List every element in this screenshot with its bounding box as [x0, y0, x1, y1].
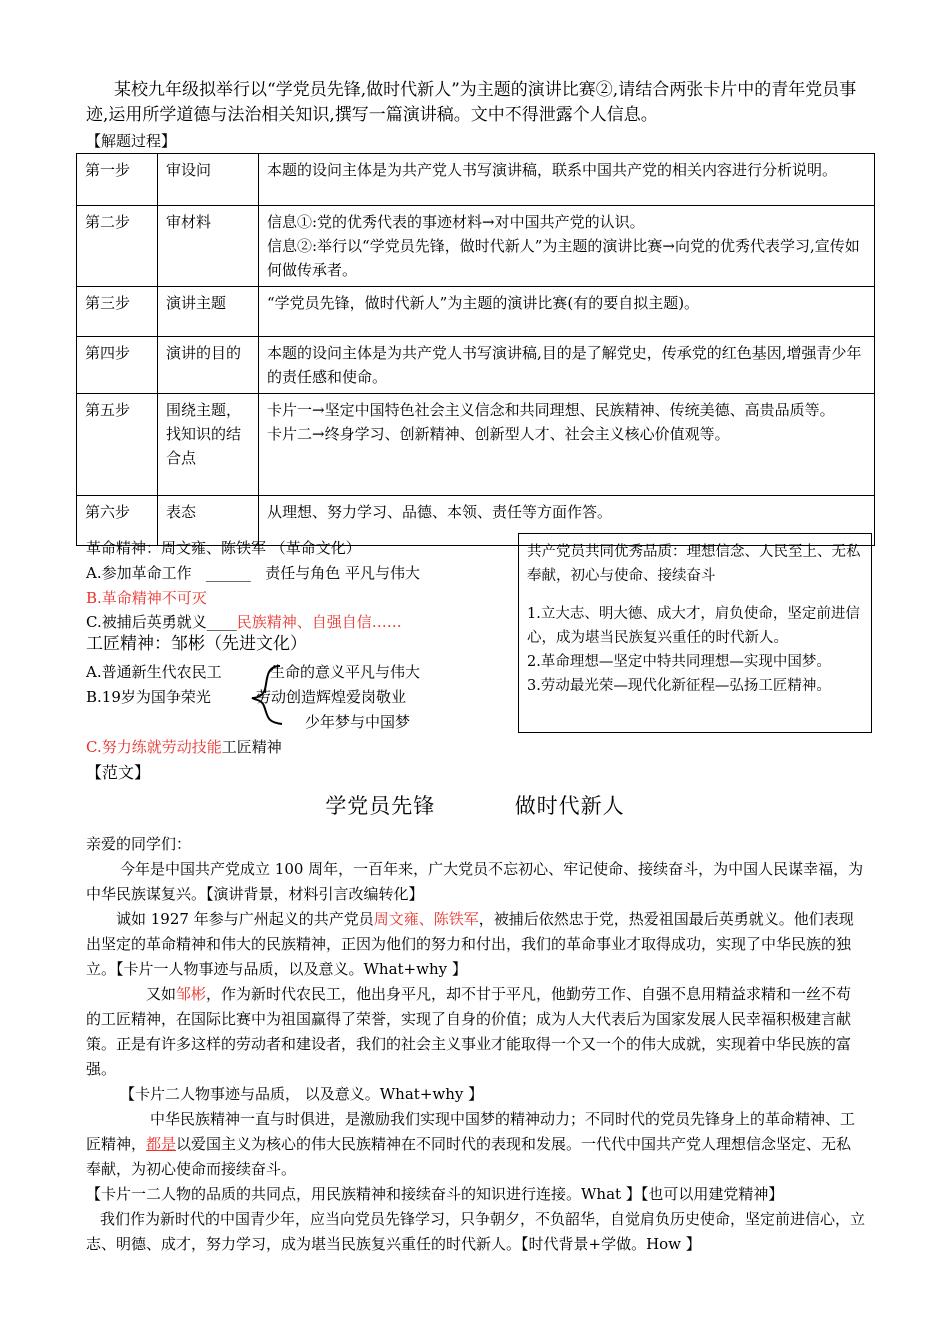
revolution-c-blank: ____	[206, 613, 237, 631]
craftsman-b-tail2: 少年梦与中国梦	[305, 713, 411, 731]
step-name: 审材料	[158, 206, 259, 287]
revolution-a-tail: 责任与角色 平凡与伟大	[265, 564, 421, 582]
step-content-line: 本题的设问主体是为共产党人书写演讲稿,目的是了解党史，传承党的红色基因,增强青少年的责任感和使命。	[267, 344, 862, 386]
qualities-box	[518, 533, 872, 733]
step-row	[77, 394, 875, 496]
craftsman-c-red: C.努力练就劳动技能	[86, 738, 222, 756]
step-content-line: “学党员先锋，做时代新人”为主题的演讲比赛(有的要自拟主题)。	[267, 294, 700, 312]
essay-p2-highlight: 周文雍、陈铁军	[373, 910, 479, 928]
step-content-line: 卡片一→坚定中国特色社会主义信念和共同理想、民族精神、传统美德、高贵品质等。	[267, 401, 835, 419]
step-content-line: 本题的设问主体是为共产党人书写演讲稿，联系中国共产党的相关内容进行分析说明。	[267, 161, 838, 179]
essay-title-part-1: 学党员先锋	[325, 794, 436, 818]
step-name: 演讲主题	[158, 287, 259, 337]
essay-p4-highlight: 都是	[146, 1135, 177, 1153]
essay-p4-note: 【卡片一二人物的品质的共同点，用民族精神和接续奋斗的知识进行连接。What 】【也可以用建党精神】	[86, 1185, 784, 1203]
step-name: 审设问	[158, 154, 259, 206]
essay-title-part-2: 做时代新人	[514, 794, 625, 818]
qualities-item-3: 3.劳动最光荣—现代化新征程—弘扬工匠精神。	[527, 678, 831, 694]
craftsman-b-tail: 劳动创造辉煌爱岗敬业	[256, 688, 407, 706]
essay-p3-note: 【卡片二人物事迹与品质， 以及意义。What+why 】	[120, 1085, 484, 1103]
craftsman-item-b: B.19岁为国争荣光	[86, 688, 211, 706]
step-content	[259, 287, 875, 337]
essay-p3-text-a: 又如	[146, 985, 177, 1003]
revolution-item-a	[86, 561, 420, 585]
revolution-a-text: A.参加革命工作	[86, 564, 192, 582]
step-row	[77, 154, 875, 206]
revolution-c-text: C.被捕后英勇就义	[86, 613, 207, 631]
qualities-summary: 共产党员共同优秀品质：理想信念、人民至上、无私奉献，初心与使命、接续奋斗	[527, 544, 861, 584]
revolution-title: 革命精神：周文雍、陈铁军 （革命文化）	[86, 539, 361, 557]
step-content	[259, 154, 875, 206]
step-number: 第四步	[77, 337, 158, 394]
steps-table	[76, 153, 875, 546]
question-intro: 某校九年级拟举行以“学党员先锋,做时代新人”为主题的演讲比赛②,请结合两张卡片中的青年党员事迹,运用所学道德与法治相关知识,撰写一篇演讲稿。文中不得泄露个人信息。	[86, 80, 857, 125]
essay-p3-highlight: 邹彬	[176, 985, 207, 1003]
revolution-c-tail: 民族精神、自强自信……	[236, 613, 402, 631]
essay-body	[86, 832, 866, 1257]
essay-p4-text-a: 中华民族精神一直与时俱进，是激励我们实现中国梦的精神动力；不同时代的党员先锋身上的革命精神、工匠精神，	[86, 1110, 856, 1153]
essay-p4-text-b: 以爱国主义为核心的伟大民族精神在不同时代的表现和发展。一代代中国共产党人理想信念坚定、无私奉献，为初心使命而接续奋斗。	[86, 1135, 852, 1178]
step-content-line: 卡片二→终身学习、创新精神、创新型人才、社会主义核心价值观等。	[267, 425, 730, 443]
step-content	[259, 394, 875, 496]
step-content	[259, 337, 875, 394]
sample-heading: 【范文】	[86, 763, 151, 782]
craftsman-title: 工匠精神：邹彬（先进文化）	[86, 634, 307, 654]
step-name: 表态	[158, 496, 259, 546]
essay-paragraph-3	[86, 982, 866, 1082]
craftsman-c-tail: 工匠精神	[221, 738, 282, 756]
craftsman-item-a: A.普通新生代农民工	[86, 663, 222, 681]
revolution-item-b: B.革命精神不可灭	[86, 589, 207, 607]
revolution-a-blank: ______	[205, 564, 251, 582]
step-number: 第三步	[77, 287, 158, 337]
step-content-line: 信息②:举行以“学党员先锋，做时代新人”为主题的演讲比赛→向党的优秀代表学习,宣传如何做传承者。	[267, 237, 860, 279]
essay-p2-text-b: ，被捕后依然忠于党，热爱祖国最后英勇就义。他们表现出坚定的革命精神和伟大的民族精神，正因为他们的努力和付出，我们的革命事业才取得成功，实现了中华民族的独立。【卡片一人物事迹与品质，以及意义。What+why 】	[86, 910, 854, 978]
essay-p2-text-a: 诚如 1927 年参与广州起义的共产党员	[116, 910, 374, 928]
brace-icon	[250, 664, 286, 726]
step-content	[259, 206, 875, 287]
essay-paragraph-4	[86, 1107, 866, 1182]
qualities-item-2: 2.革命理想—坚定中特共同理想—实现中国梦。	[527, 654, 831, 670]
step-name: 围绕主题，找知识的结合点	[158, 394, 259, 496]
qualities-item-1: 1.立大志、明大德、成大才，肩负使命，坚定前进信心，成为堪当民族复兴重任的时代新人。	[527, 606, 860, 646]
step-row	[77, 287, 875, 337]
step-number: 第五步	[77, 394, 158, 496]
step-content-line: 信息①:党的优秀代表的事迹材料→对中国共产党的认识。	[267, 213, 645, 231]
step-row	[77, 206, 875, 287]
step-number: 第六步	[77, 496, 158, 546]
essay-paragraph-5: 我们作为新时代的中国青少年，应当向党员先锋学习，只争朝夕，不负韶华，自觉肩负历史使命，坚定前进信心，立志、明德、成才，努力学习，成为堪当民族复兴重任的时代新人。【时代背景+学做。How 】	[86, 1210, 866, 1253]
essay-title	[0, 790, 950, 820]
revolution-item-c	[86, 610, 402, 634]
craftsman-item-c	[86, 735, 282, 759]
step-number: 第二步	[77, 206, 158, 287]
craftsman-a-tail: 生命的意义平凡与伟大	[270, 663, 421, 681]
essay-paragraph-1: 今年是中国共产党成立 100 周年，一百年来，广大党员不忘初心、牢记使命、接续奋斗，为中国人民谋幸福，为中华民族谋复兴。【演讲背景，材料引言改编转化】	[86, 860, 864, 903]
step-name: 演讲的目的	[158, 337, 259, 394]
essay-paragraph-2	[86, 907, 866, 982]
essay-greeting: 亲爱的同学们：	[86, 835, 192, 853]
step-content-line: 从理想、努力学习、品德、本领、责任等方面作答。	[267, 503, 613, 521]
step-number: 第一步	[77, 154, 158, 206]
essay-p3-text-b: ，作为新时代农民工，他出身平凡，却不甘于平凡，他勤劳工作、自强不息用精益求精和一丝不苟的工匠精神，在国际比赛中为祖国赢得了荣誉，实现了自身的价值；成为人大代表后为国家发展人民幸福积极建言献策。正是有许多这样的劳动者和建设者，我们的社会主义事业才能取得一个又一个的伟大成就，实现着中华民族的富强。	[86, 985, 852, 1078]
process-heading: 【解题过程】	[86, 132, 177, 150]
step-row	[77, 337, 875, 394]
